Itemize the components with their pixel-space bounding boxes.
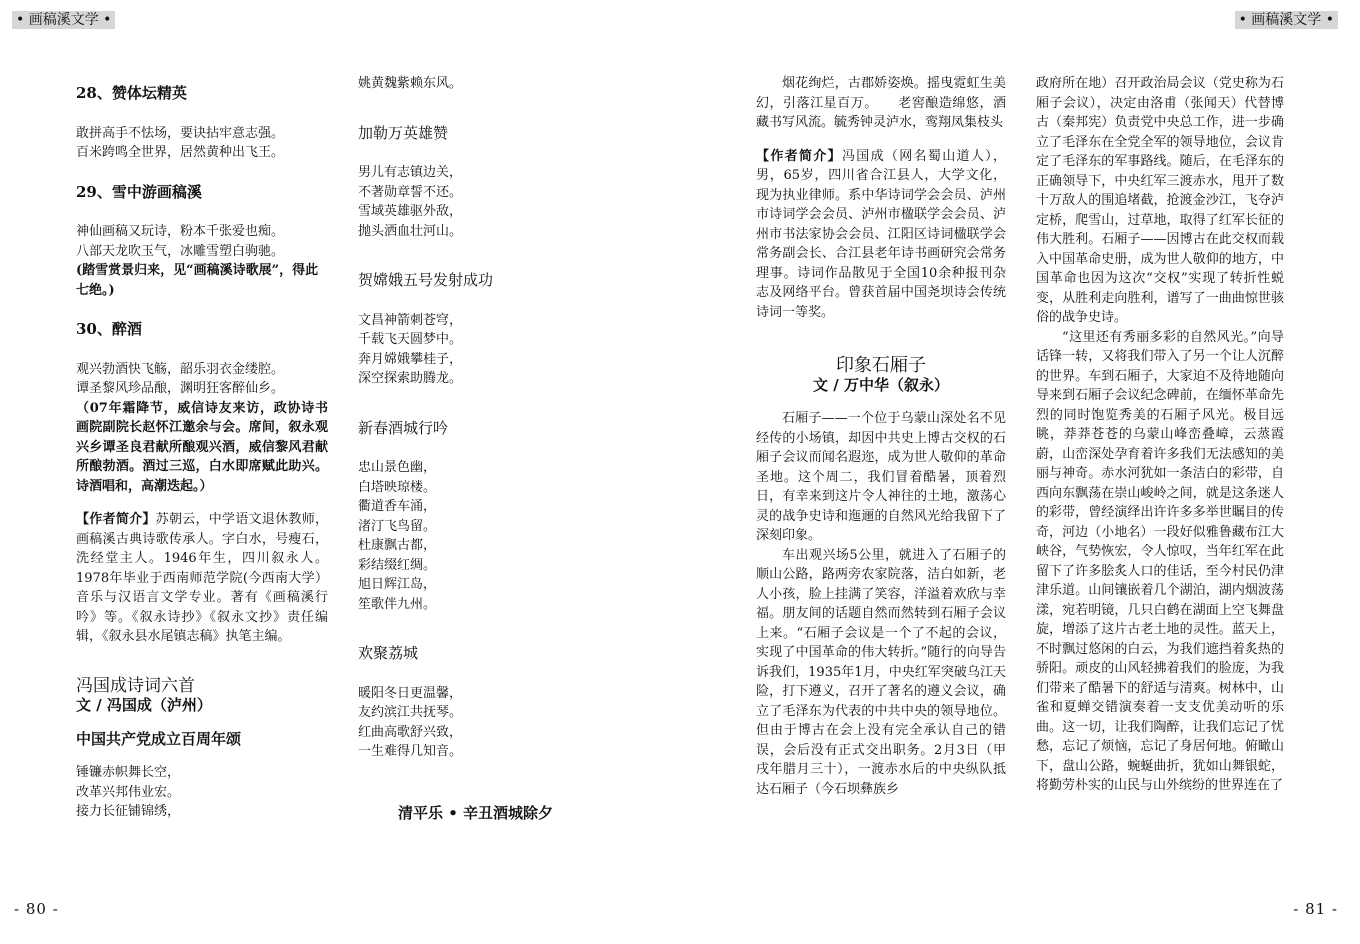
poem-line: 衢道香车涌，: [358, 499, 437, 514]
poem-line: 渚汀飞鸟留。: [358, 518, 437, 534]
poem-line: 杜康飘古都，: [358, 538, 437, 553]
bio-label: 【作者简介】: [76, 512, 156, 527]
article-author: 文 / 冯国成（泸州）: [76, 696, 212, 714]
poem-line: 百米跨鸣全世界，居然黄种出飞王。: [76, 145, 285, 160]
poem-line: 锤镰赤帜舞长空，: [76, 765, 181, 780]
running-header-left: • 画稿溪文学 •: [12, 11, 115, 29]
poem-line: 友约滨江共抚琴。: [358, 705, 463, 720]
running-header-right: • 画稿溪文学 •: [1235, 11, 1338, 29]
poem-line: 千载飞天圆梦中。: [358, 332, 463, 347]
poem-line: 八部天龙吹玉气，冰雕雪塑白驹驰。: [76, 243, 285, 259]
essay-paragraph: 车出观兴场5公里，就进入了石厢子的顺山公路，路两旁农家院落，洁白如新，老人小孩，脸上挂满了笑容，洋溢着欢欣与幸福。朋友间的话题自然而然转到石厢子会议上来。“石厢子会议是一个了不起的会议，实现了中国革命的伟大转折。”随行的向导告诉我们，1935年1月，中央红军突破乌江天险，打下遵义，召开了著名的遵义会议，确立了毛泽东为代表的中共中央的领导地位。但由于博古在会上没有完全承认自己的错误，会后没有正式交出职务。2月3日（甲戌年腊月三十），一渡赤水后的中央纵队抵达石厢子（今石坝彝族乡: [756, 547, 1006, 797]
section-29-title: 29、雪中游画稿溪: [76, 182, 202, 201]
poem-title: 新春酒城行吟: [358, 418, 449, 437]
section-30-title: 30、醉酒: [76, 320, 142, 338]
poem-text: 烟花绚烂，古郡娇姿焕。摇曳霓虹生美幻，引落江星百万。 老窖酿造绵悠，酒藏书写风流。毓秀钟灵泸水，鸾翔凤集枝头: [756, 76, 1006, 130]
essay-paragraph: 政府所在地）召开政治局会议（党史称为石厢子会议），决定由洛甫（张闻天）代替博古（秦邦宪）负责党中央总工作，进一步确立了毛泽东在全党全军的领导地位，会议肯定了毛泽东的军事路线。随后，在毛泽东的正确领导下，中央红军三渡赤水，甩开了数十万敌人的围追堵截，抢渡金沙江，飞夺泸定桥，爬雪山，过草地，取得了红军长征的伟大胜利。石厢子——因博古在此交权而载入中国革命史册，成为世人敬仰的地方，中国革命也因为这次“交权”实现了转折性蜕变，从胜利走向胜利，谱写了一曲曲惊世骇俗的战争史诗。: [1036, 76, 1284, 325]
poem-line: 忠山景色幽，: [358, 460, 437, 475]
column-2: [358, 74, 608, 823]
poem-line: 雪域英雄驱外敌，: [358, 204, 463, 219]
poem-title: 清平乐 • 辛丑酒城除夕: [398, 803, 554, 822]
poem-line: 一生难得几知音。: [358, 744, 463, 759]
poem-line: 谭圣黎风珍品酿，渊明狂客醉仙乡。: [76, 381, 285, 396]
essay-paragraph: 石厢子——一个位于乌蒙山深处名不见经传的小场镇，却因中共史上博古交权的石厢子会议而闻名遐迩，成为世人敬仰的革命圣地。这个周二，我们冒着酷暑，顶着烈日，有幸来到这片令人神往的土地，激荡心灵的战争史诗和迤逦的自然风光给我留下了深刻印象。: [756, 411, 1006, 543]
author-bio: [756, 147, 1006, 323]
poem-body: [358, 458, 608, 614]
poem-line: 不著勋章誓不还。: [358, 184, 463, 200]
poem-note: (踏雪赏景归来，见“画稿溪诗歌展”，得此七绝。): [76, 263, 319, 298]
poem-line: 彩结缀红绸。: [358, 557, 437, 573]
article-title: 冯国成诗词六首: [76, 675, 195, 696]
poem-line: 接力长征铺锦绣，: [76, 804, 181, 819]
poem-line: 暖阳冬日更温馨，: [358, 685, 463, 701]
essay-author: 文 / 万中华（叙永）: [813, 375, 949, 394]
bio-text: 苏朝云，中学语文退休教师，画稿溪古典诗歌传承人。字白水，号瘦石，洗经堂主人。1946年生，四川叙永人。1978年毕业于西南师范学院(今西南大学）音乐与汉语言文学专业。著有《画稿溪行吟》等。《叙永诗抄》《叙永文抄》责任编辑，《叙永县水尾镇志稿》执笔主编。: [76, 512, 328, 644]
essay-paragraph: “这里还有秀丽多彩的自然风光。”向导话锋一转，又将我们带入了另一个让人沉醉的世界。车到石厢子，大家迫不及待地随向导来到石厢子会议纪念碑前，在缅怀革命先烈的同时饱览秀美的石厢子风光。极目远眺，莽莽苍苍的乌蒙山峰峦叠嶂，云蒸霞蔚，山峦深处孕育着许多我们无法感知的美丽与神奇。赤水河犹如一条洁白的彩带，自西向东飘荡在崇山峻岭之间，就是这条迷人的彩带，曾经演绎出许许多多举世瞩目的传奇，河边（小地名）一段好似雅鲁藏布江大峡谷，气势恢宏，令人惊叹，当年红军在此留下了许多脍炙人口的佳话，至今村民仍津津乐道。山间镶嵌着几个湖泊，湖内烟波荡漾，宛若明镜，几只白鹤在湖面上空飞舞盘旋，增添了这片古老土地的灵性。蓝天上，不时飘过悠闲的白云，为我们遮挡着炙热的骄阳。顽皮的山风轻拂着我们的脸庞，为我们带来了酷暑下的舒适与清爽。树林中，山雀和夏蝉交错演奏着一支支优美动听的乐曲。这一切，让我们陶醉，让我们忘记了忧愁，忘记了烦恼，忘记了身居何地。俯瞰山下，盘山公路，蜿蜒曲折，犹如山舞银蛇，将勤劳朴实的山民与山外缤纷的世界连在了: [1036, 329, 1284, 793]
poem-body: [358, 311, 608, 389]
author-bio: [76, 510, 328, 647]
poem-body: [358, 684, 608, 762]
poem-title: 贺嫦娥五号发射成功: [358, 271, 494, 289]
poem-line: 改革兴邦伟业宏。: [76, 784, 181, 800]
section-28-title: 28、赞体坛精英: [76, 84, 187, 102]
poem-note: （07年霜降节，威信诗友来访，政协诗书画院副院长赵怀江邀余与会。席间，叙永观兴乡谭圣良君献所酿观兴酒，威信黎风君献所酿勃酒。酒过三巡，白水即席赋此助兴。诗酒唱和，高潮迭起。）: [76, 400, 328, 494]
poem-line: 观兴勃酒快飞觞，韶乐羽衣金缕腔。: [76, 361, 285, 377]
poem-title: 加勒万英雄赞: [358, 123, 449, 142]
poem-line: 红曲高歌舒兴致，: [358, 724, 463, 740]
bio-label: 【作者简介】: [756, 148, 842, 164]
poem-title: 中国共产党成立百周年颂: [76, 729, 242, 748]
page-number-left: - 80 -: [14, 900, 59, 918]
bio-text: 冯国成（网名蜀山道人），男，65岁，四川省合江县人，大学文化，现为执业律师。系中华诗词学会会员、泸州市诗词学会会员、泸州市楹联学会会员、泸州市书法家协会会员、江阳区诗词楹联学会常务副会长、合江县老年诗书画研究会常务理事。诗词作品散见于全国10余种报刊杂志及网络平台。曾获首届中国尧坝诗会传统诗词一等奖。: [756, 148, 1006, 320]
poem-line: 旭日辉江岛，: [358, 577, 437, 592]
column-3: [756, 74, 1006, 799]
poem-body: [358, 163, 608, 241]
column-1: [76, 84, 328, 822]
poem-line: 姚黄魏紫赖东风。: [358, 76, 463, 91]
poem-line: 敢拼高手不怯场，要诀拈牢意志强。: [76, 125, 285, 141]
poem-line: 奔月嫦娥攀桂子，: [358, 351, 463, 367]
poem-line: 神仙画稿又玩诗，粉本千张爱也痴。: [76, 224, 285, 239]
page-number-right: - 81 -: [1293, 900, 1338, 918]
poem-line: 笙歌伴九州。: [358, 596, 437, 612]
poem-line: 深空探索助腾龙。: [358, 371, 463, 386]
poem-title: 欢聚荔城: [358, 644, 419, 662]
essay-title: 印象石厢子: [836, 355, 926, 376]
poem-line: 白塔映琼楼。: [358, 479, 437, 495]
poem-line: 男儿有志镇边关，: [358, 165, 463, 180]
poem-line: 文昌神箭刺苍穹，: [358, 312, 463, 328]
poem-line: 抛头洒血壮河山。: [358, 223, 463, 239]
column-4: [1036, 74, 1284, 796]
